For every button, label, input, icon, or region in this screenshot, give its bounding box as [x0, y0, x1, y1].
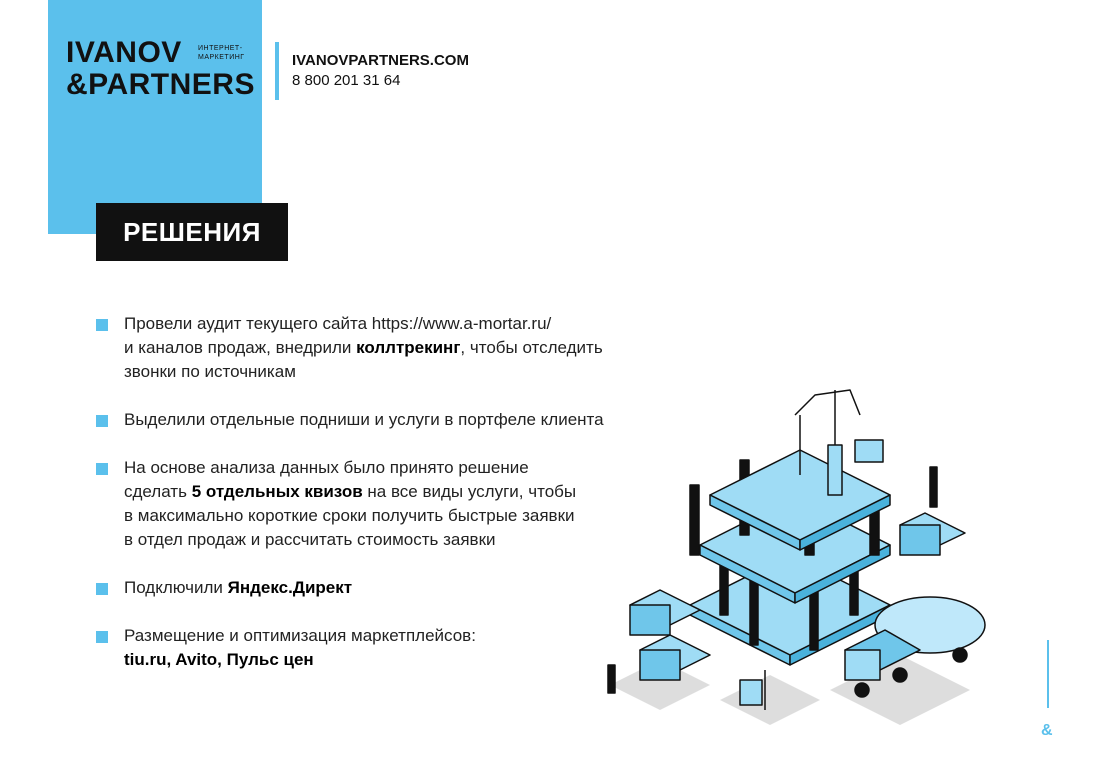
bullet-square-icon [96, 415, 108, 427]
list-item: Размещение и оптимизация маркетплейсов: tiu.ru, Avito, Пульс цен [96, 624, 476, 672]
bullet-square-icon [96, 319, 108, 331]
contact-accent-bar [275, 42, 279, 100]
ampersand-logo-mark: & [1041, 722, 1053, 739]
logo-tagline-1: ИНТЕРНЕТ- [198, 45, 243, 52]
list-item: На основе анализа данных было принято решение сделать 5 отдельных квизов на все виды услуги, чтобы в максимально короткие сроки получить быстрые заявки в отдел продаж и рассчитать стоимость заявки [96, 456, 576, 552]
page-indicator-bar [1047, 640, 1049, 708]
bullet-square-icon [96, 463, 108, 475]
bullet-square-icon [96, 583, 108, 595]
section-title: РЕШЕНИЯ [96, 203, 288, 261]
list-item: Выделили отдельные подниши и услуги в портфеле клиента [96, 408, 604, 432]
logo-partners: &PARTNERS [66, 68, 255, 101]
list-item: Подключили Яндекс.Директ [96, 576, 352, 600]
logo-tagline-2: МАРКЕТИНГ [198, 54, 245, 61]
list-item: Провели аудит текущего сайта https://www.a-mortar.ru/ и каналов продаж, внедрили коллтрекинг, чтобы отследить звонки по источникам [96, 312, 603, 384]
logo-block [48, 0, 262, 234]
phone-number[interactable]: 8 800 201 31 64 [292, 72, 401, 89]
construction-illustration [600, 385, 1000, 725]
logo-tagline [198, 44, 245, 62]
logo-ivanov: IVANOV [66, 36, 182, 69]
website-link[interactable]: IVANOVPARTNERS.COM [292, 52, 469, 69]
bullet-square-icon [96, 631, 108, 643]
